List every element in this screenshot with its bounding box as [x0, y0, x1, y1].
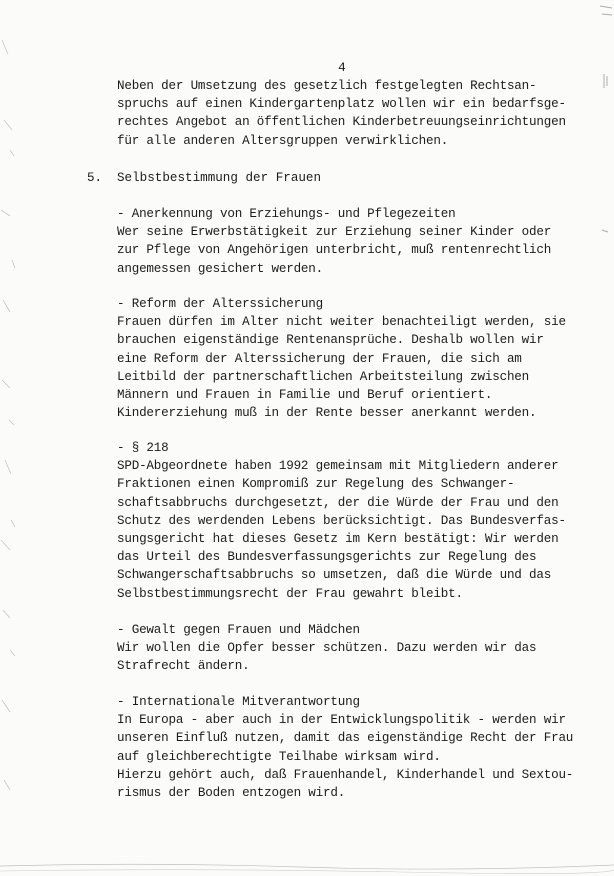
text-line: sungsgericht hat dieses Gesetz im Kern bestätigt: Wir werden [117, 532, 559, 547]
text-line: In Europa - aber auch in der Entwicklungspolitik - werden wir [117, 713, 566, 728]
intro-paragraph [117, 77, 577, 150]
text-line: angemessen gesichert werden. [117, 261, 324, 276]
text-line: Schutz des werdenden Lebens berücksichtigt. Das Bundesverfas- [117, 513, 566, 528]
subsection-heading: - Anerkennung von Erziehungs- und Pflegezeiten [117, 207, 456, 221]
subsection-heading: - Gewalt gegen Frauen und Mädchen [117, 623, 360, 637]
text-line: auf gleichberechtigte Teilhabe wirksam wird. [117, 749, 441, 764]
text-line: Hierzu gehört auch, daß Frauenhandel, Kinderhandel und Sextou- [117, 767, 574, 782]
scan-edge-right [598, 0, 614, 876]
text-line: für alle anderen Altersgruppen verwirklichen. [117, 133, 449, 148]
text-line: zur Pflege von Angehörigen unterbricht, muß rentenrechtlich [117, 243, 552, 258]
text-line: Strafrecht ändern. [117, 659, 250, 674]
subsection [117, 295, 577, 422]
scan-edge-left [0, 0, 28, 876]
text-line: brauchen eigenständige Rentenansprüche. Deshalb wollen wir [117, 333, 544, 348]
text-line: rismus der Boden entzogen wird. [117, 786, 346, 801]
text-line: Wir wollen die Opfer besser schützen. Dazu werden wir das [117, 641, 537, 656]
text-line: schaftsabbruchs durchgesetzt, der die Würde der Frau und den [117, 495, 559, 510]
text-line: spruchs auf einen Kindergartenplatz wollen wir ein bedarfsge- [117, 97, 566, 112]
subsection-heading: - Reform der Alterssicherung [117, 297, 324, 311]
text-line: eine Reform der Alterssicherung der Frauen, die sich am [117, 351, 522, 366]
subsection [117, 693, 577, 802]
text-line: Fraktionen einen Kompromiß zur Regelung des Schwanger- [117, 477, 515, 492]
section-number: 5. [87, 171, 103, 185]
page-number: 4 [338, 60, 346, 75]
subsection-heading: - § 218 [117, 441, 169, 455]
text-line: Frauen dürfen im Alter nicht weiter benachteiligt werden, sie [117, 315, 566, 330]
text-line: SPD-Abgeordnete haben 1992 gemeinsam mit Mitgliedern anderer [117, 459, 559, 474]
text-line: Wer seine Erwerbstätigkeit zur Erziehung seiner Kinder oder [117, 225, 552, 240]
section-title: Selbstbestimmung der Frauen [117, 171, 322, 185]
subsection [117, 621, 577, 676]
scan-bottom-edge [0, 858, 614, 876]
text-line: rechtes Angebot an öffentlichen Kinderbetreuungseinrichtungen [117, 115, 566, 130]
subsection [117, 205, 577, 278]
text-line: Leitbild der partnerschaftlichen Arbeitsteilung zwischen [117, 369, 530, 384]
text-line: das Urteil des Bundesverfassungsgerichts zur Regelung des [117, 550, 537, 565]
text-line: Männern und Frauen in Familie und Beruf orientiert. [117, 388, 493, 403]
text-line: Schwangerschaftsabbruchs so umsetzen, daß die Würde und das [117, 568, 552, 583]
subsection [117, 439, 577, 603]
text-line: Neben der Umsetzung des gesetzlich festgelegten Rechtsan- [117, 79, 537, 93]
text-line: unseren Einfluß nutzen, damit das eigenständige Recht der Frau [117, 731, 574, 746]
text-line: Kindererziehung muß in der Rente besser anerkannt werden. [117, 406, 537, 421]
subsection-heading: - Internationale Mitverantwortung [117, 695, 360, 709]
text-line: Selbstbestimmungsrecht der Frau gewahrt bleibt. [117, 586, 463, 601]
